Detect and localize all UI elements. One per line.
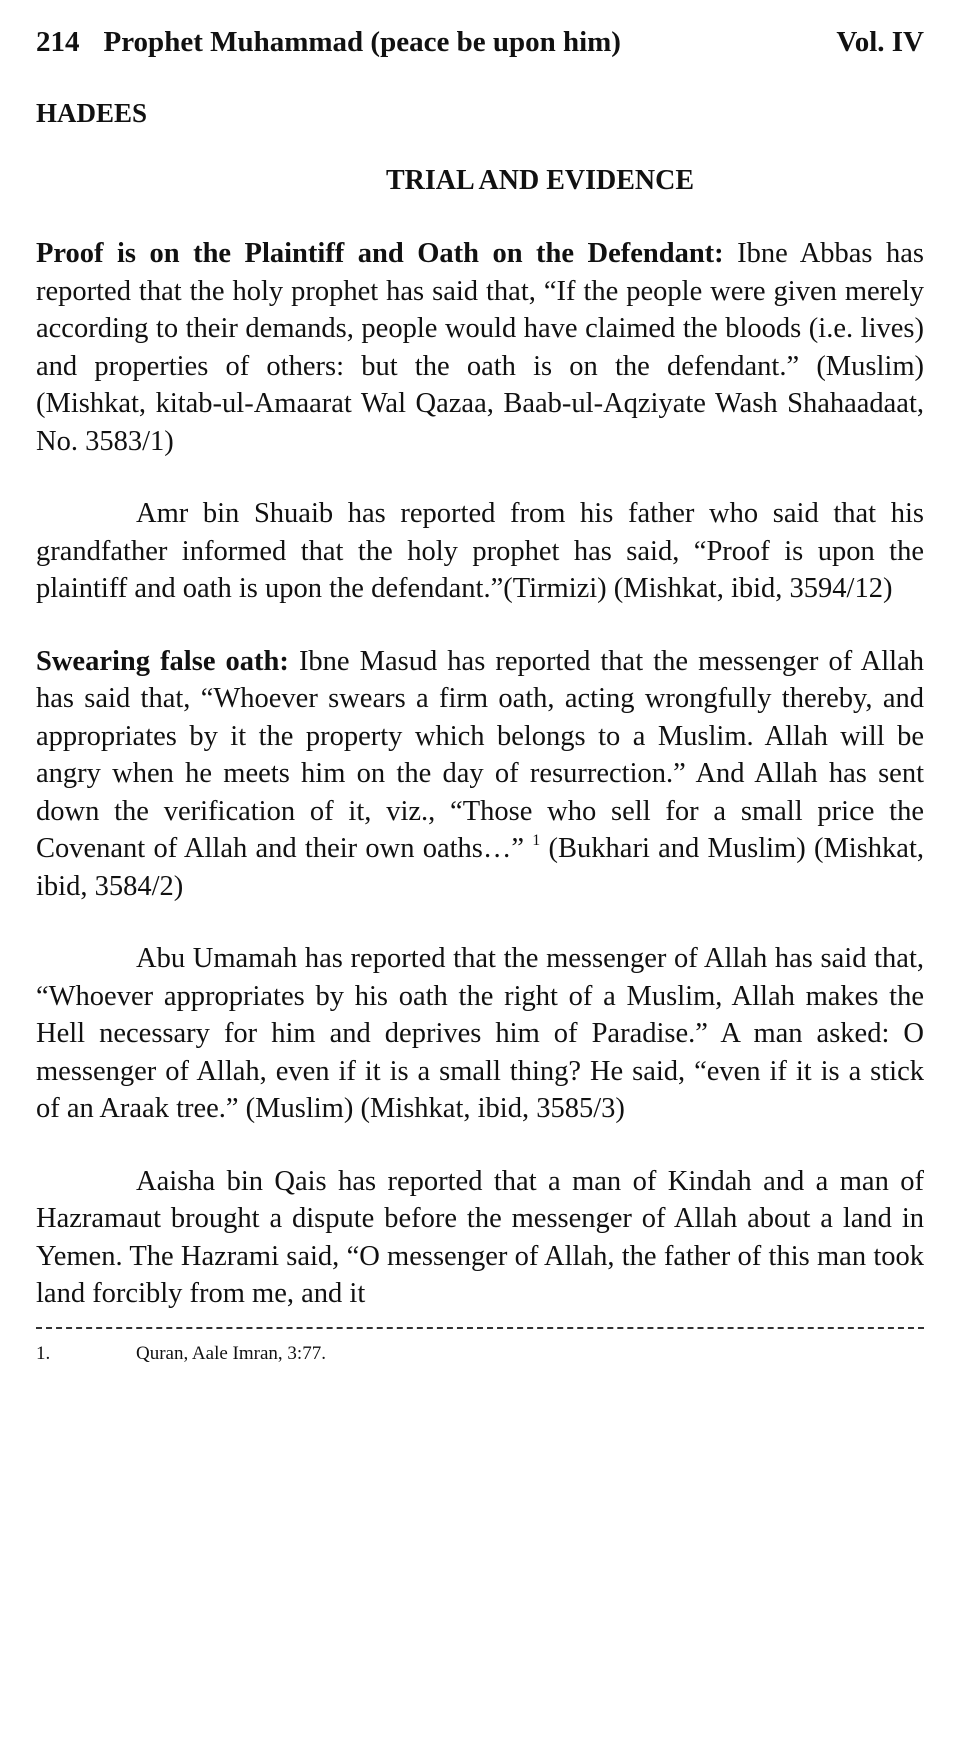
footnote-number: 1. [36,1342,51,1364]
paragraph-text: Ibne Abbas has reported that the holy prophet has said that, “If the people were given merely according to their demands, people would have claimed the bloods (i.e. lives) and properties of others: but the oath is on the defendant.” (Muslim) (Mishkat, kitab-ul-Amaarat Wal Qazaa, Baab-ul-Aqziyate Wash Shahaadaat, No. 3583/1) [36,238,924,457]
volume-label: Vol. IV [836,26,924,58]
book-title: Prophet Muhammad (peace be upon him) [103,26,621,58]
running-head-left [36,26,621,59]
running-head [36,26,924,66]
paragraph-lead: Swearing false oath: [36,645,289,677]
paragraph-text: (Bukhari and Muslim) (Mishkat, ibid, 3584/2) [36,833,925,902]
section-heading: HADEES [36,98,148,128]
footnote-text: Quran, Aale Imran, 3:77. [136,1342,326,1364]
page-number: 214 [36,26,80,58]
footnote-divider [36,1327,924,1329]
paragraph-amr-bin-shuaib [36,495,924,608]
paragraph-lead: Proof is on the Plaintiff and Oath on the Defendant: [36,238,724,269]
footnote-reference[interactable]: 1 [532,832,541,849]
paragraph-abu-umamah [36,940,924,1128]
sub-heading: TRIAL AND EVIDENCE [385,165,695,196]
paragraph-aaisha-bin-qais [36,1163,924,1313]
paragraph-text: Abu Umamah has reported that the messenger of Allah has said that, “Whoever appropriates by his oath the right of a Muslim, Allah makes the Hell necessary for him and deprives him of Paradise.” A man asked: O messenger of Allah, even if it is a small thing? He said, “even if it is a stick of an Araak tree.” (Muslim) (Mishkat, ibid, 3585/3) [36,943,924,1124]
footnote [36,1343,924,1365]
paragraph-proof-on-plaintiff [36,235,924,460]
paragraph-swearing-false-oath [36,643,924,906]
paragraph-text: Amr bin Shuaib has reported from his father who said that his grandfather informed that the holy prophet has said, “Proof is upon the plaintiff and oath is upon the defendant.”(Tirmizi) (Mishkat, ibid, 3594/12) [36,498,924,604]
paragraph-text: Ibne Masud has reported that the messenger of Allah has said that, “Whoever swears a firm oath, acting wrongfully thereby, and appropriates by it the property which belongs to a Muslim. Allah will be angry when he meets him on the day of resurrection.” And Allah has sent down the verification of it, viz., “Those who sell for a small price the Covenant of Allah and their own oaths…” [36,645,924,864]
paragraph-text: Aaisha bin Qais has reported that a man of Kindah and a man of Hazramaut brought a dispute before the messenger of Allah about a land in Yemen. The Hazrami said, “O messenger of Allah, the father of this man took land forcibly from me, and it [36,1165,924,1309]
document-page [36,26,924,1365]
